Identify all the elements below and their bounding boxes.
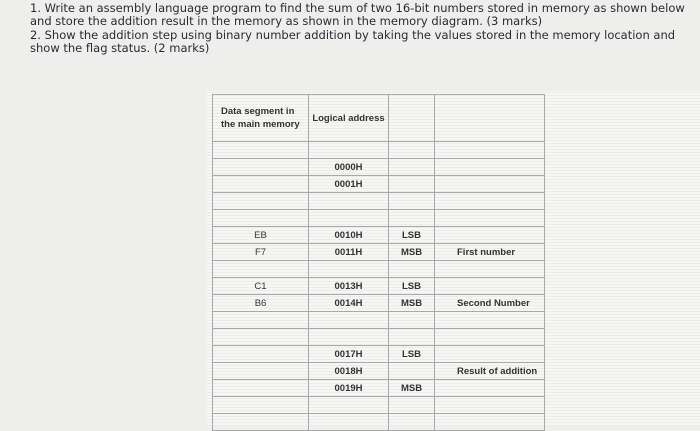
description-cell (435, 142, 545, 159)
data-cell: F7 (213, 244, 309, 261)
table-row (213, 278, 545, 295)
address-cell: 0010H (309, 227, 389, 244)
data-cell (213, 261, 309, 278)
address-cell: 0019H (309, 380, 389, 397)
description-cell (435, 193, 545, 210)
address-cell (309, 329, 389, 346)
address-cell: 0017H (309, 346, 389, 363)
table-row (213, 414, 545, 431)
table-row (213, 312, 545, 329)
address-cell: 0000H (309, 159, 389, 176)
data-cell (213, 193, 309, 210)
memory-diagram-table (212, 94, 545, 431)
table-row (213, 346, 545, 363)
description-cell: Second Number (435, 295, 545, 312)
description-cell (435, 397, 545, 414)
question-2: 2. Show the addition step using binary number addition by taking the values stored in the memory location and show the flag status. (2 marks) (30, 28, 676, 55)
address-cell (309, 142, 389, 159)
data-cell: B6 (213, 295, 309, 312)
table-row (213, 159, 545, 176)
significance-cell (389, 329, 435, 346)
data-cell: EB (213, 227, 309, 244)
significance-cell (389, 159, 435, 176)
table-row (213, 176, 545, 193)
description-cell (435, 176, 545, 193)
header-logical-address: Logical address (309, 95, 389, 142)
table-row (213, 363, 545, 380)
data-cell (213, 312, 309, 329)
description-cell (435, 380, 545, 397)
table-row (213, 329, 545, 346)
significance-cell: LSB (389, 227, 435, 244)
description-cell (435, 312, 545, 329)
address-cell: 0001H (309, 176, 389, 193)
address-cell: 0011H (309, 244, 389, 261)
significance-cell (389, 414, 435, 431)
data-cell (213, 397, 309, 414)
table-row (213, 397, 545, 414)
significance-cell: MSB (389, 244, 435, 261)
header-blank-3 (389, 95, 435, 142)
data-cell (213, 380, 309, 397)
table-header-row (213, 95, 545, 142)
table-row (213, 142, 545, 159)
data-cell (213, 414, 309, 431)
address-cell (309, 193, 389, 210)
significance-cell (389, 210, 435, 227)
significance-cell: LSB (389, 278, 435, 295)
header-data-segment: Data segment in the main memory (213, 95, 309, 142)
data-cell: C1 (213, 278, 309, 295)
description-cell (435, 261, 545, 278)
data-cell (213, 210, 309, 227)
address-cell: 0018H (309, 363, 389, 380)
table-row (213, 227, 545, 244)
description-cell (435, 210, 545, 227)
question-text (30, 2, 690, 54)
significance-cell (389, 312, 435, 329)
significance-cell: MSB (389, 380, 435, 397)
address-cell (309, 312, 389, 329)
significance-cell (389, 397, 435, 414)
table-row (213, 210, 545, 227)
address-cell: 0014H (309, 295, 389, 312)
significance-cell (389, 176, 435, 193)
significance-cell (389, 363, 435, 380)
address-cell (309, 261, 389, 278)
data-cell (213, 346, 309, 363)
data-cell (213, 142, 309, 159)
significance-cell: LSB (389, 346, 435, 363)
description-cell: First number (435, 244, 545, 261)
table-row (213, 295, 545, 312)
significance-cell: MSB (389, 295, 435, 312)
description-cell (435, 227, 545, 244)
description-cell (435, 346, 545, 363)
address-cell (309, 414, 389, 431)
question-1: 1. Write an assembly language program to find the sum of two 16-bit numbers stored in memory as shown below and store the addition result in the memory as shown in the memory diagram. (3 marks) (30, 1, 685, 28)
significance-cell (389, 142, 435, 159)
address-cell: 0013H (309, 278, 389, 295)
data-cell (213, 329, 309, 346)
significance-cell (389, 193, 435, 210)
description-cell: Result of addition (435, 363, 545, 380)
table-row (213, 380, 545, 397)
description-cell (435, 414, 545, 431)
table-row (213, 261, 545, 278)
description-cell (435, 278, 545, 295)
table-row (213, 244, 545, 261)
header-blank-4 (435, 95, 545, 142)
address-cell (309, 397, 389, 414)
address-cell (309, 210, 389, 227)
description-cell (435, 329, 545, 346)
description-cell (435, 159, 545, 176)
table-row (213, 193, 545, 210)
significance-cell (389, 261, 435, 278)
data-cell (213, 176, 309, 193)
data-cell (213, 159, 309, 176)
data-cell (213, 363, 309, 380)
